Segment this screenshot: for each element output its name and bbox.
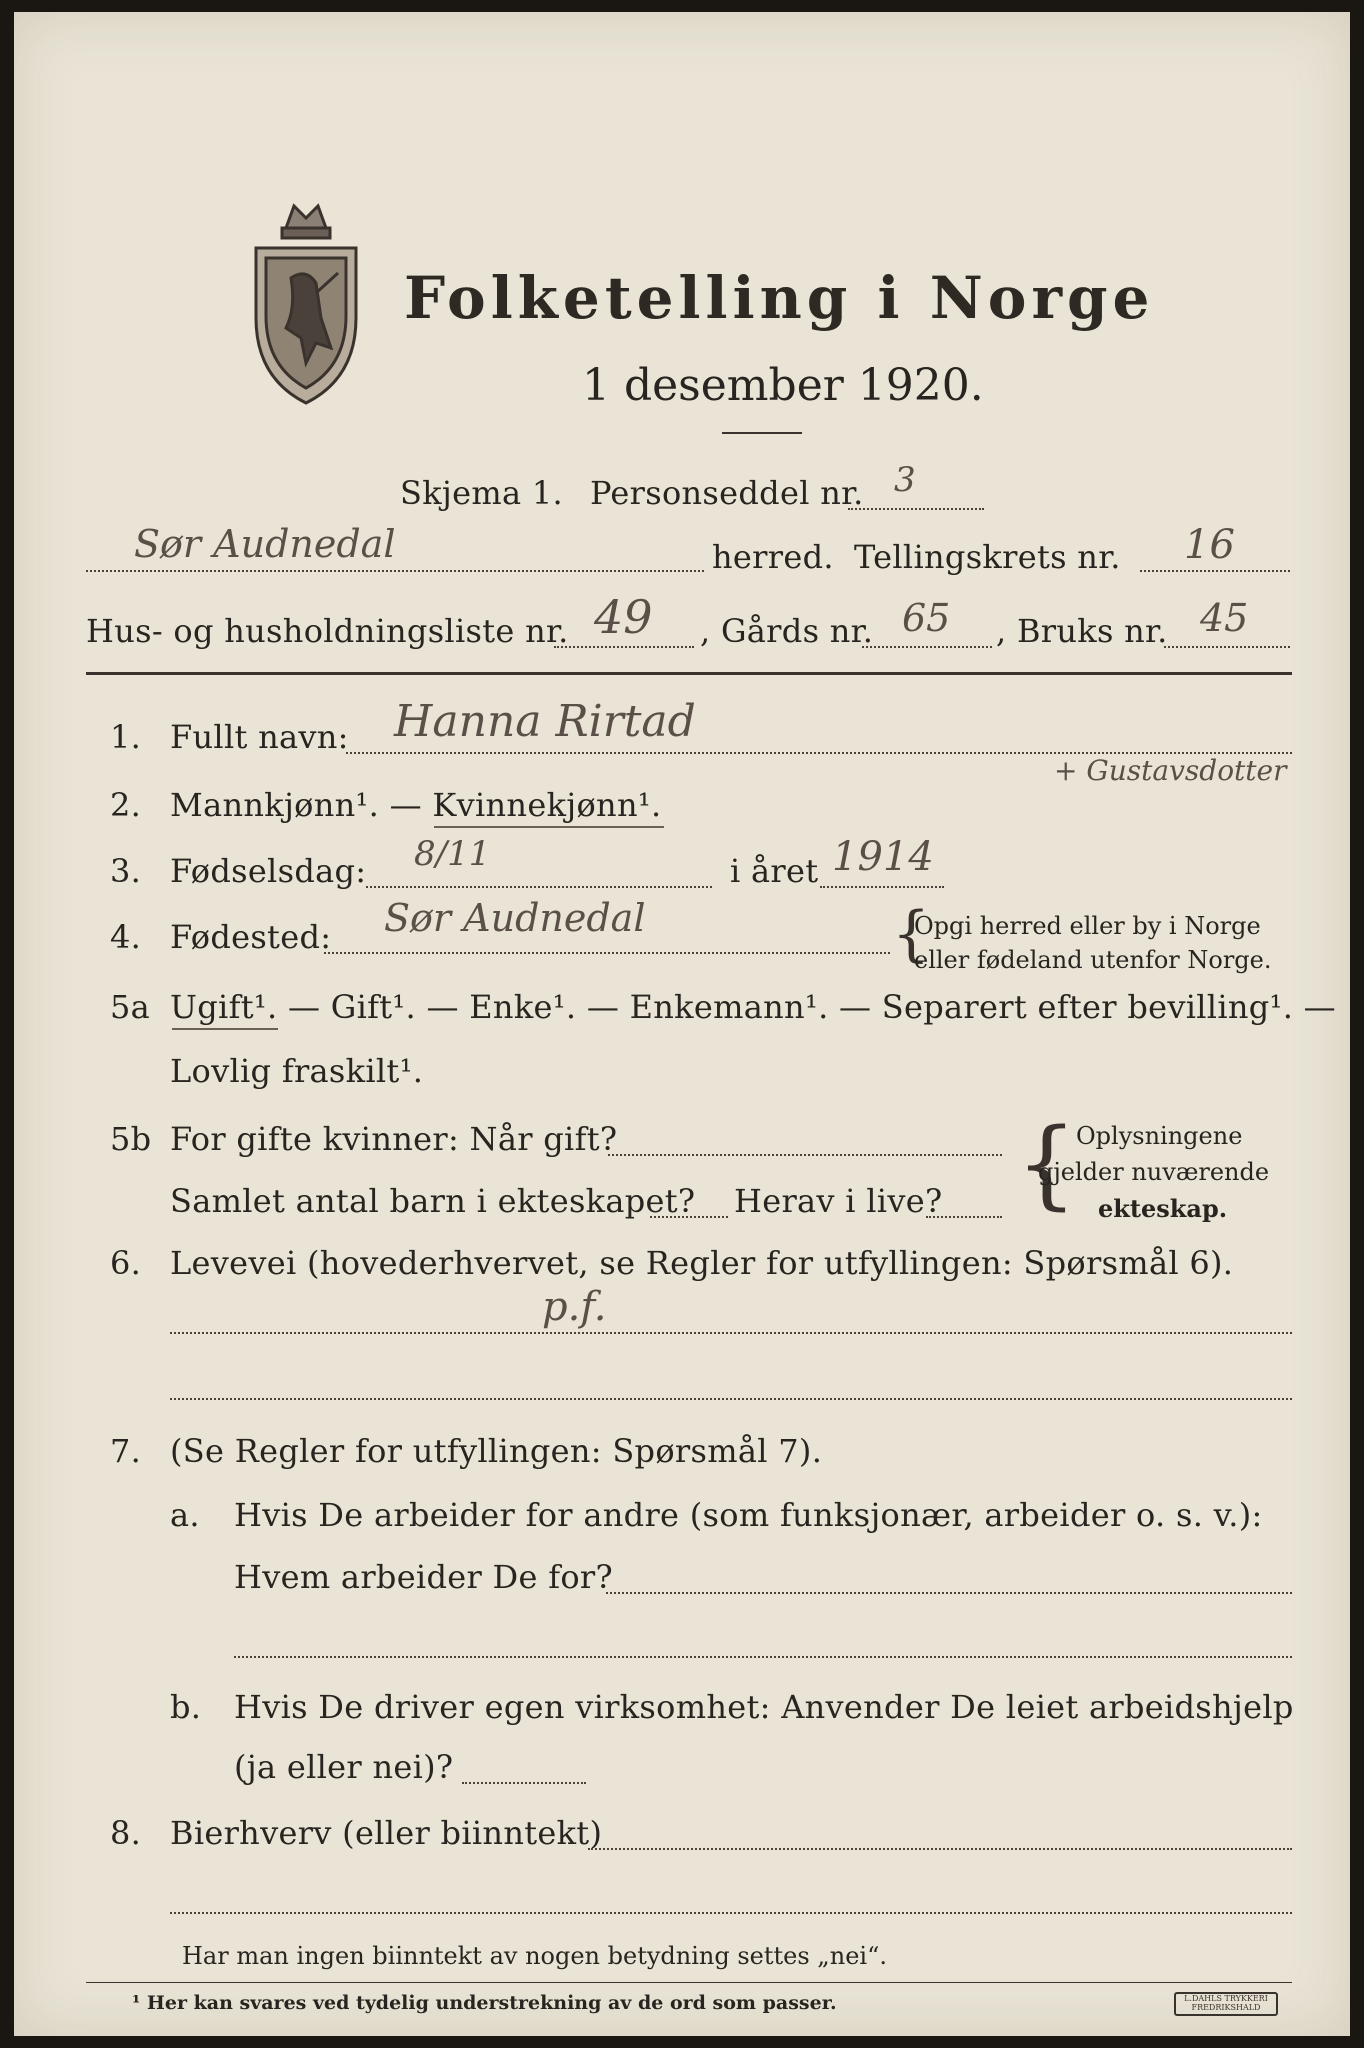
q1-number: 1. <box>110 718 142 756</box>
q2-number: 2. <box>110 786 142 824</box>
hus-value[interactable]: 49 <box>594 590 653 644</box>
q5b-alive-line <box>926 1216 1002 1218</box>
hus-label: Hus- og husholdningsliste nr. <box>86 612 569 650</box>
q5a-label: Ugift¹. — Gift¹. — Enke¹. — Enkemann¹. — Separert efter bevilling¹. — <box>170 988 1336 1026</box>
tellingskrets-line <box>1140 570 1290 572</box>
q8-label: Bierhverv (eller biinntekt) <box>170 1814 603 1852</box>
personseddel-label: Personseddel nr. <box>590 474 864 512</box>
q3-value[interactable]: 8/11 <box>414 834 491 874</box>
q1-label: Fullt navn: <box>170 718 349 756</box>
q7a-number: a. <box>170 1496 200 1534</box>
q4-note-line2: eller fødeland utenfor Norge. <box>914 946 1272 974</box>
herred-value[interactable]: Sør Audnedal <box>134 522 396 566</box>
hus-line <box>554 646 694 648</box>
form-date: 1 desember 1920. <box>582 360 984 411</box>
q5b-note-line1: Oplysningene <box>1076 1122 1243 1150</box>
q5b-label1: For gifte kvinner: Når gift? <box>170 1120 618 1158</box>
q5b-label3: Herav i live? <box>734 1182 943 1220</box>
gards-line <box>862 646 992 648</box>
q5b-when-line <box>608 1154 1002 1156</box>
q7a-line1 <box>606 1592 1292 1594</box>
personseddel-line <box>848 508 984 510</box>
q4-brace: { <box>892 899 931 969</box>
q7a-line2 <box>234 1656 1292 1658</box>
q5b-label2: Samlet antal barn i ekteskapet? <box>170 1182 696 1220</box>
q8-line2 <box>170 1912 1292 1914</box>
q4-line <box>324 952 890 954</box>
q3-number: 3. <box>110 852 142 890</box>
q3-label: Fødselsdag: <box>170 852 367 890</box>
q4-number: 4. <box>110 918 142 956</box>
q3-line <box>366 886 712 888</box>
q4-value[interactable]: Sør Audnedal <box>384 896 646 940</box>
q6-number: 6. <box>110 1244 142 1282</box>
q6-line1 <box>170 1332 1292 1334</box>
q5b-note-line2: gjelder nuværende <box>1038 1158 1270 1186</box>
q5a-number: 5a <box>110 988 151 1026</box>
q6-value[interactable]: p.f. <box>542 1284 607 1330</box>
norway-coat-of-arms-icon <box>246 198 366 410</box>
printer-stamp-text: L.DAHLS TRYKKERI FREDRIKSHALD <box>1184 1994 1268 2012</box>
biinntekt-note: Har man ingen biinntekt av nogen betydning settes „nei“. <box>182 1942 887 1970</box>
skjema-label: Skjema 1. <box>400 474 563 512</box>
personseddel-value[interactable]: 3 <box>894 460 916 500</box>
footnote: ¹ Her kan svares ved tydelig understrekning av de ord som passer. <box>132 1992 837 2014</box>
q4-note-line1: Opgi herred eller by i Norge <box>914 912 1261 940</box>
q1-extra-value[interactable]: + Gustavsdotter <box>1054 754 1287 787</box>
q5b-note-line3: ekteskap. <box>1098 1194 1228 1223</box>
q7b-number: b. <box>170 1688 202 1726</box>
herred-line <box>86 570 704 572</box>
census-form-page <box>14 12 1350 2036</box>
q3-year-line <box>820 886 944 888</box>
q6-line2 <box>170 1398 1292 1400</box>
q7-label: (Se Regler for utfyllingen: Spørsmål 7). <box>170 1432 823 1470</box>
printer-stamp <box>1174 1992 1278 2016</box>
q6-label: Levevei (hovederhvervet, se Regler for utfyllingen: Spørsmål 6). <box>170 1244 1234 1282</box>
tellingskrets-label: Tellingskrets nr. <box>854 538 1121 576</box>
q5b-brace: { <box>1016 1108 1078 1220</box>
q7-number: 7. <box>110 1432 142 1470</box>
bruks-line <box>1164 646 1290 648</box>
bruks-value[interactable]: 45 <box>1200 596 1249 640</box>
q4-label: Fødested: <box>170 918 332 956</box>
q2-underline-kvinnekjonn <box>434 826 664 828</box>
herred-label: herred. <box>712 538 834 576</box>
q7b-label: Hvis De driver egen virksomhet: Anvender De leiet arbeidshjelp <box>234 1688 1294 1726</box>
q5b-number: 5b <box>110 1120 152 1158</box>
form-title: Folketelling i Norge <box>404 264 1155 332</box>
q8-line1 <box>588 1848 1292 1850</box>
q3-year-label: i året <box>730 852 819 890</box>
gards-label: , Gårds nr. <box>700 612 874 650</box>
q3-year-value[interactable]: 1914 <box>832 834 934 880</box>
q7a-label-line2: Hvem arbeider De for? <box>234 1558 613 1596</box>
header-divider <box>86 672 1292 675</box>
tellingskrets-value[interactable]: 16 <box>1184 522 1235 568</box>
q5a-label-line2: Lovlig fraskilt¹. <box>170 1052 424 1090</box>
footnote-divider <box>86 1982 1292 1983</box>
gards-value[interactable]: 65 <box>902 596 951 640</box>
q7a-label: Hvis De arbeider for andre (som funksjonær, arbeider o. s. v.): <box>234 1496 1263 1534</box>
q2-label: Mannkjønn¹. — Kvinnekjønn¹. <box>170 786 662 824</box>
q5b-children-line <box>650 1216 728 1218</box>
q8-number: 8. <box>110 1814 142 1852</box>
q5a-underline-ugift <box>172 1028 278 1030</box>
q7b-label-line2: (ja eller nei)? <box>234 1748 454 1786</box>
q1-value[interactable]: Hanna Rirtad <box>394 696 696 747</box>
bruks-label: , Bruks nr. <box>996 612 1168 650</box>
title-divider <box>722 432 802 434</box>
q7b-line <box>462 1782 586 1784</box>
